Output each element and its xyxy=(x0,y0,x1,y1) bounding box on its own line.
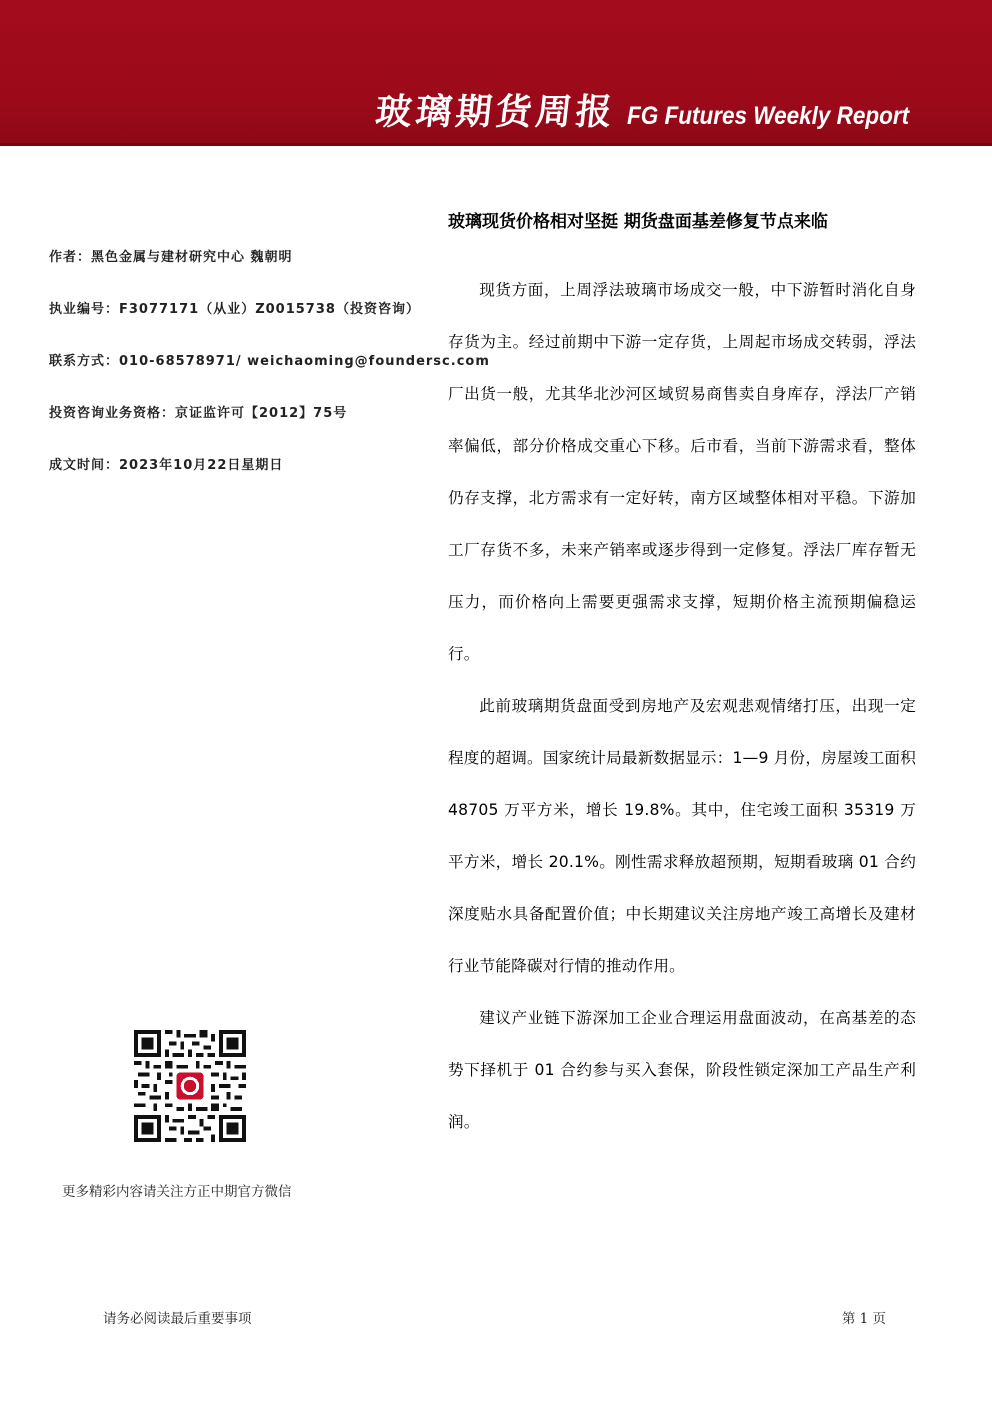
page-number: 第 1 页 xyxy=(841,1311,886,1327)
report-title-cn: 玻璃期货周报 xyxy=(374,92,619,133)
article-paragraph-3: 建议产业链下游深加工企业合理运用盘面波动，在高基差的态势下择机于 01 合约参与买入套保，阶段性锁定深加工产品生产利润。 xyxy=(448,1009,916,1131)
author-line: 作者：黑色金属与建材研究中心 魏朝明 xyxy=(49,250,293,265)
footer-notice: 请务必阅读最后重要事项 xyxy=(103,1311,252,1327)
article-title: 玻璃现货价格相对坚挺 期货盘面基差修复节点来临 xyxy=(448,212,828,232)
article-body xyxy=(448,264,916,1148)
date-line: 成文时间：2023年10月22日星期日 xyxy=(49,458,284,473)
qualification-line: 投资咨询业务资格：京证监许可【2012】75号 xyxy=(49,406,348,421)
article-paragraph-2: 此前玻璃期货盘面受到房地产及宏观悲观情绪打压，出现一定程度的超调。国家统计局最新数据显示：1—9 月份，房屋竣工面积 48705 万平方米，增长 19.8%。其中，住宅竣工面积 35319 万平方米，增长 20.1%。刚性需求释放超预期，短期看玻璃 01 合约深度贴水具备配置价值；中长期建议关注房地产竣工高增长及建材行业节能降碳对行情的推动作用。 xyxy=(448,697,916,975)
report-title-en: FG Futures Weekly Report xyxy=(626,102,909,130)
qr-caption: 更多精彩内容请关注方正中期官方微信 xyxy=(62,1184,292,1200)
report-title xyxy=(376,84,940,132)
qr-code-icon xyxy=(134,1030,246,1142)
article-paragraph-1: 现货方面，上周浮法玻璃市场成交一般，中下游暂时消化自身存货为主。经过前期中下游一定存货，上周起市场成交转弱，浮法厂出货一般，尤其华北沙河区域贸易商售卖自身库存，浮法厂产销率偏低，部分价格成交重心下移。后市看，当前下游需求看，整体仍存支撑，北方需求有一定好转，南方区域整体相对平稳。下游加工厂存货不多，未来产销率或逐步得到一定修复。浮法厂库存暂无压力，而价格向上需要更强需求支撑，短期价格主流预期偏稳运行。 xyxy=(448,281,916,663)
license-line: 执业编号：F3077171（从业）Z0015738（投资咨询） xyxy=(49,302,420,317)
contact-line: 联系方式：010-68578971/ weichaoming@foundersc.com xyxy=(49,354,490,369)
